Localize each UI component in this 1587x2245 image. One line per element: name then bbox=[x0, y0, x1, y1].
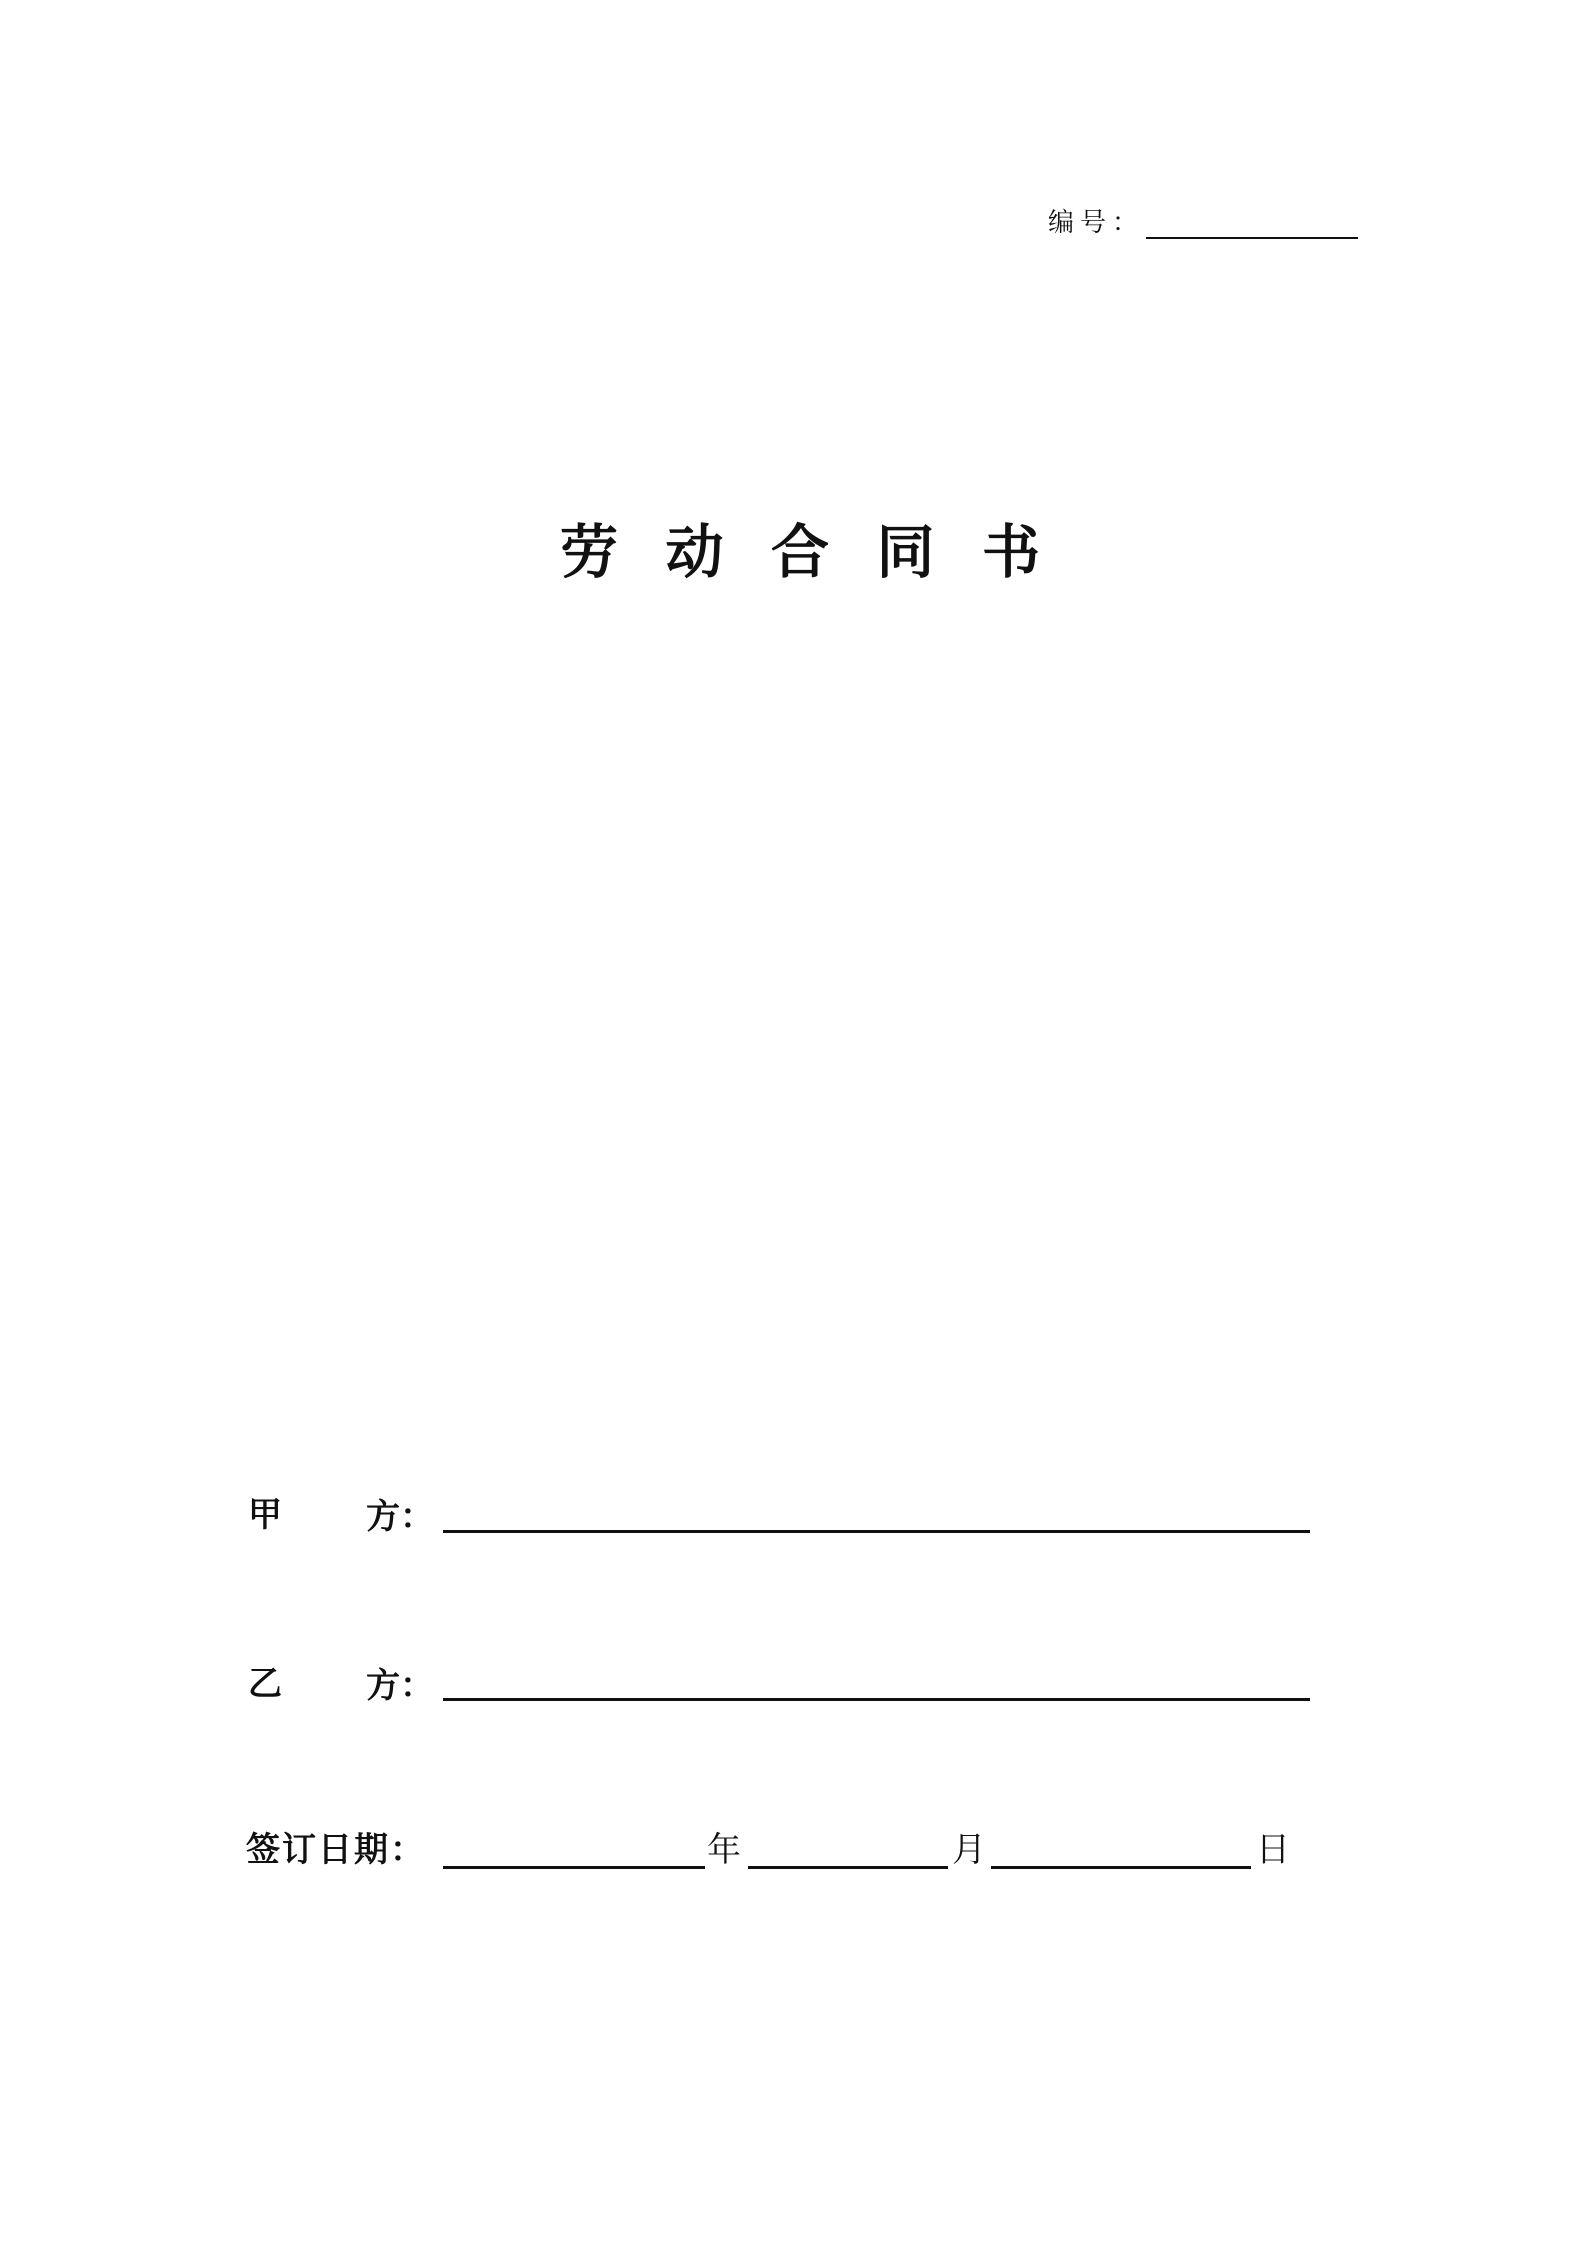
party-a-label-second: 方： bbox=[366, 1497, 434, 1537]
title-char: 合 bbox=[770, 518, 829, 586]
party-a-label-first: 甲 bbox=[248, 1495, 282, 1535]
party-b-label-first: 乙 bbox=[248, 1664, 282, 1704]
serial-number-label: 编号： bbox=[1048, 208, 1145, 238]
signing-year-field[interactable] bbox=[443, 1866, 705, 1869]
year-unit-label: 年 bbox=[707, 1830, 741, 1870]
day-unit-label: 日 bbox=[1256, 1830, 1290, 1870]
title-char: 书 bbox=[981, 518, 1040, 586]
title-char: 劳 bbox=[560, 518, 619, 586]
month-unit-label: 月 bbox=[952, 1830, 986, 1870]
signing-month-field[interactable] bbox=[748, 1866, 948, 1869]
serial-number-field[interactable] bbox=[1146, 237, 1358, 239]
party-b-field[interactable] bbox=[443, 1698, 1310, 1701]
signing-day-field[interactable] bbox=[991, 1866, 1251, 1869]
document-title bbox=[560, 512, 1040, 592]
title-char: 动 bbox=[665, 518, 724, 586]
signing-date-label: 签订日期： bbox=[246, 1830, 426, 1870]
party-b-label-second: 方： bbox=[366, 1666, 434, 1706]
title-char: 同 bbox=[876, 518, 935, 586]
party-a-field[interactable] bbox=[443, 1530, 1310, 1533]
